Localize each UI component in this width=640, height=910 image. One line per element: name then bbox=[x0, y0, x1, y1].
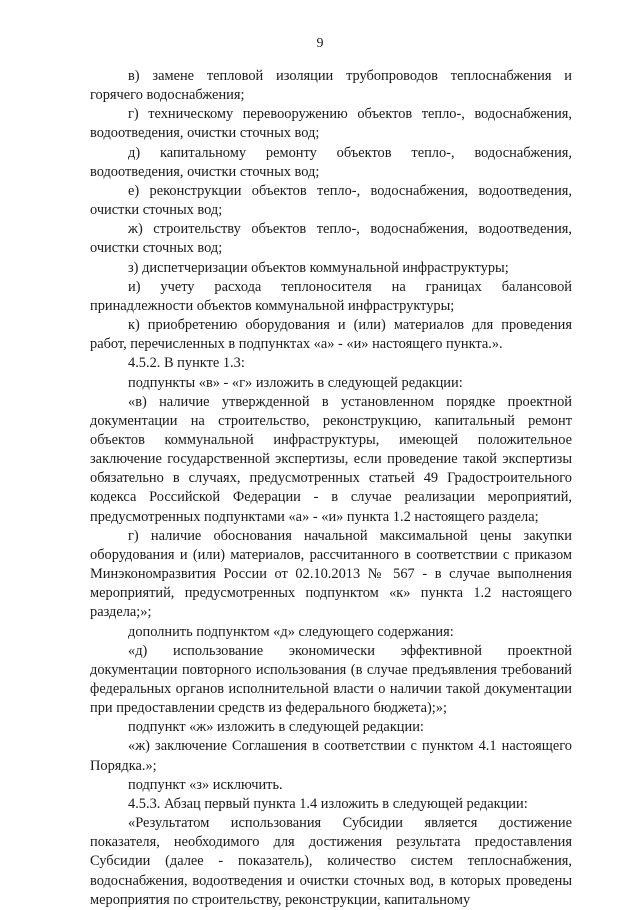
paragraph-zh-agreement: «ж) заключение Соглашения в соответствии с пунктом 4.1 настоящего Порядка.»; bbox=[90, 738, 572, 774]
paragraph-d-reuse-docs: «д) использование экономически эффективной проектной документации повторного использования (в случае предъявления требований федеральных органов исполнительной власти о наличии такой документации при предоставлении средств из федерального бюджета);»; bbox=[90, 642, 572, 717]
paragraph-z-dispatching: з) диспетчеризации объектов коммунальной инфраструктуры; bbox=[128, 259, 509, 276]
paragraph-subsidy-result: «Результатом использования Субсидии является достижение показателя, необходимого для достижения результата предоставления Субсидии (далее - показатель), количество систем теплоснабжения, водоснабжения, водоотведения и очистки сточных вод, в которых проведены мероприятия по строительству, реконструкции, капитальному bbox=[90, 815, 572, 908]
paragraph-v-insulation: в) замене тепловой изоляции трубопроводов теплоснабжения и горячего водоснабжения; bbox=[90, 68, 572, 104]
page-number: 9 bbox=[316, 36, 324, 51]
paragraph-e-reconstruction: е) реконструкции объектов тепло-, водоснабжения, водоотведения, очистки сточных вод; bbox=[90, 182, 572, 219]
document-body bbox=[90, 67, 572, 910]
paragraph-v-project-docs: «в) наличие утвержденной в установленном порядке проектной документации на строительство, реконструкцию, капитальный ремонт объектов коммунальной инфраструктуры, имеющей положительное заключение государственной экспертизы, если проведение такой экспертизы обязательно в случаях, предусмотренных статьей 49 Градостроительного кодекса Российской Федерации - в случае реализации мероприятий, предусмотренных подпунктами «а» - «и» пункта 1.2 настоящего раздела; bbox=[90, 393, 572, 525]
paragraph-g-reequipment: г) техническому перевооружению объектов тепло-, водоснабжения, водоотведения, очистки сточных вод; bbox=[90, 106, 572, 142]
paragraph-k-equipment: к) приобретению оборудования и (или) материалов для проведения работ, перечисленных в подпунктах «а» - «и» настоящего пункта.». bbox=[90, 317, 572, 353]
paragraph-exclude-z: подпункт «з» исключить. bbox=[128, 776, 283, 793]
paragraph-section-4-5-3: 4.5.3. Абзац первый пункта 1.4 изложить в следующей редакции: bbox=[128, 795, 528, 812]
paragraph-add-subclause-d: дополнить подпунктом «д» следующего содержания: bbox=[128, 623, 454, 640]
paragraph-section-4-5-2: 4.5.2. В пункте 1.3: bbox=[128, 355, 245, 372]
paragraph-g-price-justification: г) наличие обоснования начальной максимальной цены закупки оборудования и (или) материалов, рассчитанного в соответствии с приказом Минэкономразвития России от 02.10.2013 № 567 - в случае выполнения мероприятий, предусмотренных подпунктом «к» пункта 1.2 настоящего раздела;»; bbox=[90, 527, 572, 621]
paragraph-subclauses-v-g: подпункты «в» - «г» изложить в следующей редакции: bbox=[128, 374, 463, 391]
paragraph-i-metering: и) учету расхода теплоносителя на границах балансовой принадлежности объектов коммунальной инфраструктуры; bbox=[90, 278, 572, 314]
paragraph-subclause-zh: подпункт «ж» изложить в следующей редакции: bbox=[128, 719, 424, 736]
paragraph-d-repair: д) капитальному ремонту объектов тепло-, водоснабжения, водоотведения, очистки сточных вод; bbox=[90, 144, 572, 180]
paragraph-zh-construction: ж) строительству объектов тепло-, водоснабжения, водоотведения, очистки сточных вод; bbox=[90, 221, 572, 257]
